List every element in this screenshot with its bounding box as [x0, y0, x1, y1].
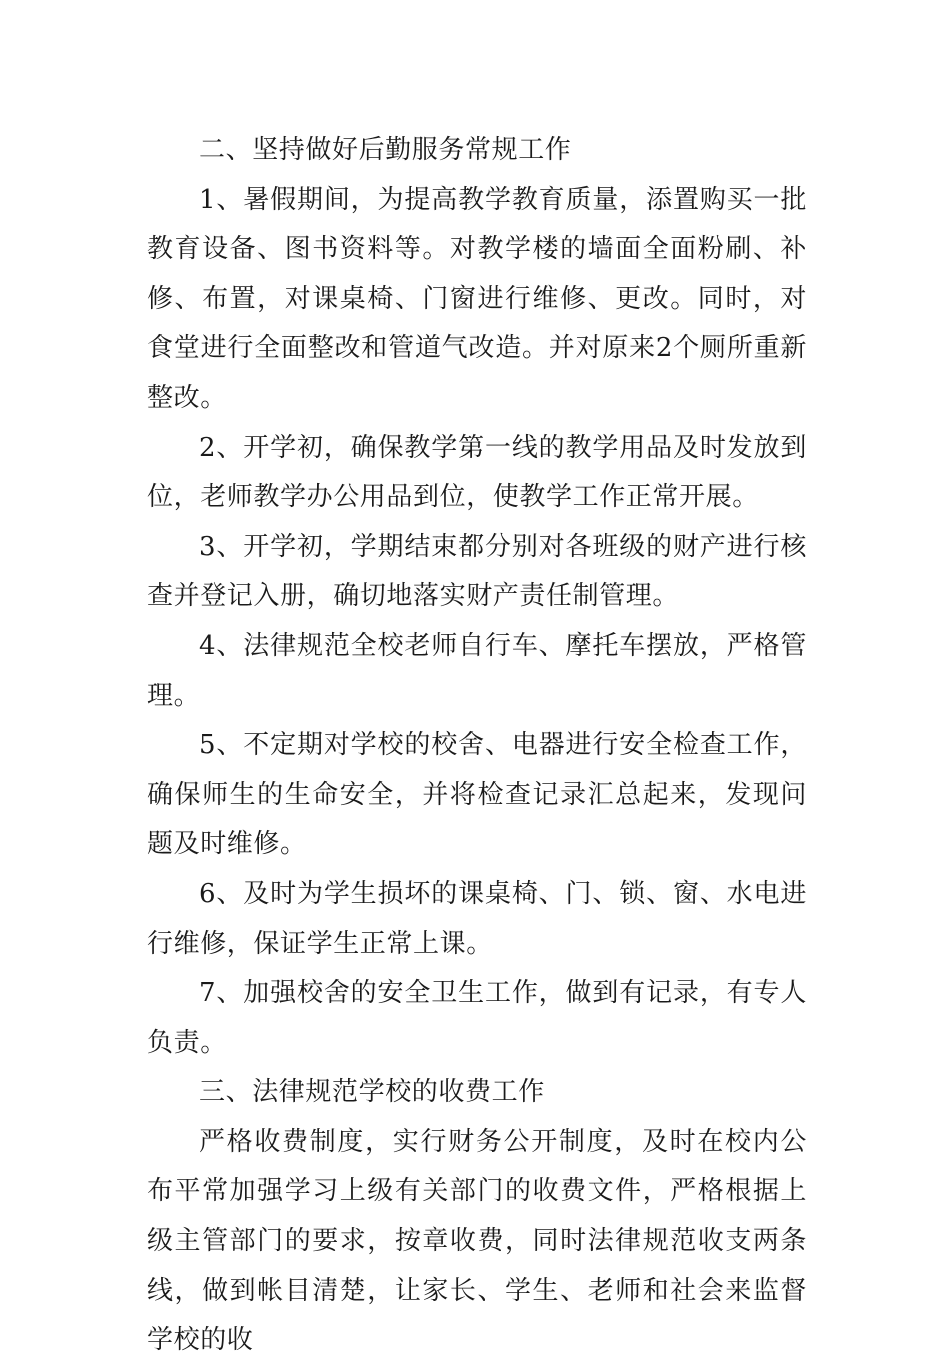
- section-heading: 二、坚持做好后勤服务常规工作: [199, 135, 572, 165]
- paragraph: 严格收费制度，实行财务公开制度，及时在校内公布平常加强学习上级有关部门的收费文件，严格根据上级主管部门的要求，按章收费，同时法律规范收支两条线，做到帐目清楚，让家长、学生、老师和社会来监督学校的收: [147, 1126, 807, 1356]
- paragraph: 3、开学初，学期结束都分别对各班级的财产进行核查并登记入册，确切地落实财产责任制管理。: [147, 531, 807, 612]
- paragraph: 1、暑假期间，为提高教学教育质量，添置购买一批教育设备、图书资料等。对教学楼的墙面全面粉刷、补修、布置，对课桌椅、门窗进行维修、更改。同时，对食堂进行全面整改和管道气改造。并对原来2个厕所重新整改。: [147, 184, 807, 413]
- paragraph: 7、加强校舍的安全卫生工作，做到有记录，有专人负责。: [147, 978, 807, 1058]
- paragraph: 4、法律规范全校老师自行车、摩托车摆放，严格管理。: [147, 630, 807, 711]
- document-body: [147, 126, 807, 1366]
- paragraph: 2、开学初，确保教学第一线的教学用品及时发放到位，老师教学办公用品到位，使教学工作正常开展。: [147, 432, 807, 513]
- section-heading: 三、法律规范学校的收费工作: [199, 1077, 545, 1108]
- paragraph: 6、及时为学生损坏的课桌椅、门、锁、窗、水电进行维修，保证学生正常上课。: [147, 878, 807, 959]
- paragraph: 5、不定期对学校的校舍、电器进行安全检查工作，确保师生的生命安全，并将检查记录汇总起来，发现问题及时维修。: [147, 730, 807, 860]
